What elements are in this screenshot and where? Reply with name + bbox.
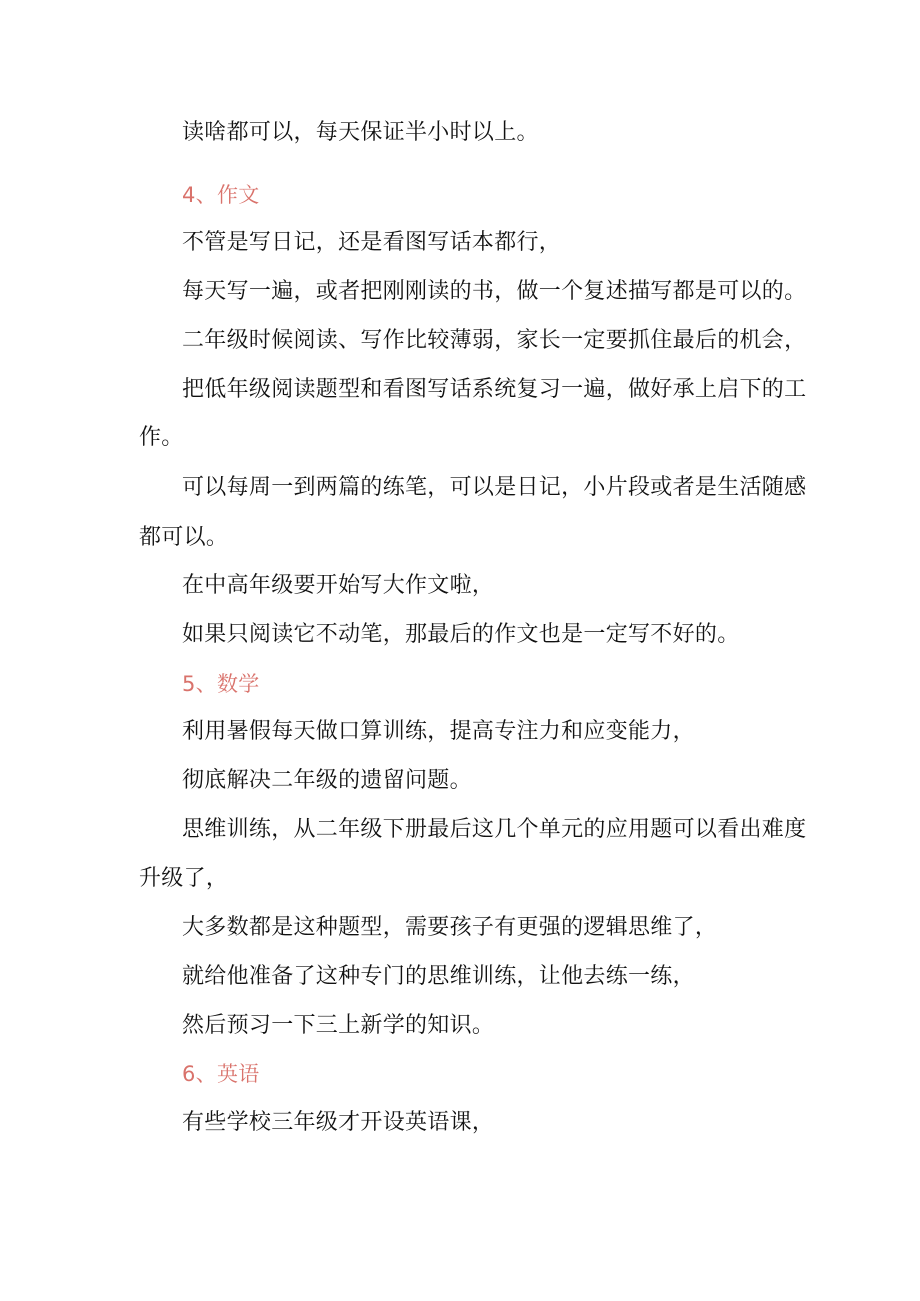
paragraph-line: 把低年级阅读题型和看图写话系统复习一遍，做好承上启下的工 [182, 377, 807, 402]
paragraph-line: 不管是写日记，还是看图写话本都行， [182, 230, 562, 255]
paragraph-line: 彻底解决二年级的遗留问题。 [182, 768, 472, 793]
paragraph-line: 利用暑假每天做口算训练，提高专注力和应变能力， [182, 719, 695, 744]
paragraph-line: 然后预习一下三上新学的知识。 [182, 1013, 495, 1038]
paragraph-line: 读啥都可以，每天保证半小时以上。 [182, 120, 539, 145]
paragraph-line: 二年级时候阅读、写作比较薄弱，家长一定要抓住最后的机会， [182, 328, 807, 353]
paragraph-line: 作。 [139, 425, 184, 450]
section-heading-writing: 4、作文 [182, 183, 260, 207]
paragraph-line: 思维训练，从二年级下册最后这几个单元的应用题可以看出难度 [182, 817, 807, 842]
paragraph-line: 可以每周一到两篇的练笔，可以是日记，小片段或者是生活随感 [182, 475, 807, 500]
paragraph-line: 都可以。 [139, 525, 229, 550]
section-heading-english: 6、英语 [182, 1062, 260, 1086]
section-heading-math: 5、数学 [182, 672, 260, 696]
paragraph-line: 在中高年级要开始写大作文啦， [182, 573, 495, 598]
paragraph-line: 每天写一遍，或者把刚刚读的书，做一个复述描写都是可以的。 [182, 279, 807, 304]
paragraph-line: 大多数都是这种题型，需要孩子有更强的逻辑思维了， [182, 915, 718, 940]
paragraph-line: 就给他准备了这种专门的思维训练，让他去练一练， [182, 964, 695, 989]
paragraph-line: 有些学校三年级才开设英语课， [182, 1110, 495, 1135]
paragraph-line: 升级了， [139, 866, 229, 891]
paragraph-line: 如果只阅读它不动笔，那最后的作文也是一定写不好的。 [182, 622, 740, 647]
